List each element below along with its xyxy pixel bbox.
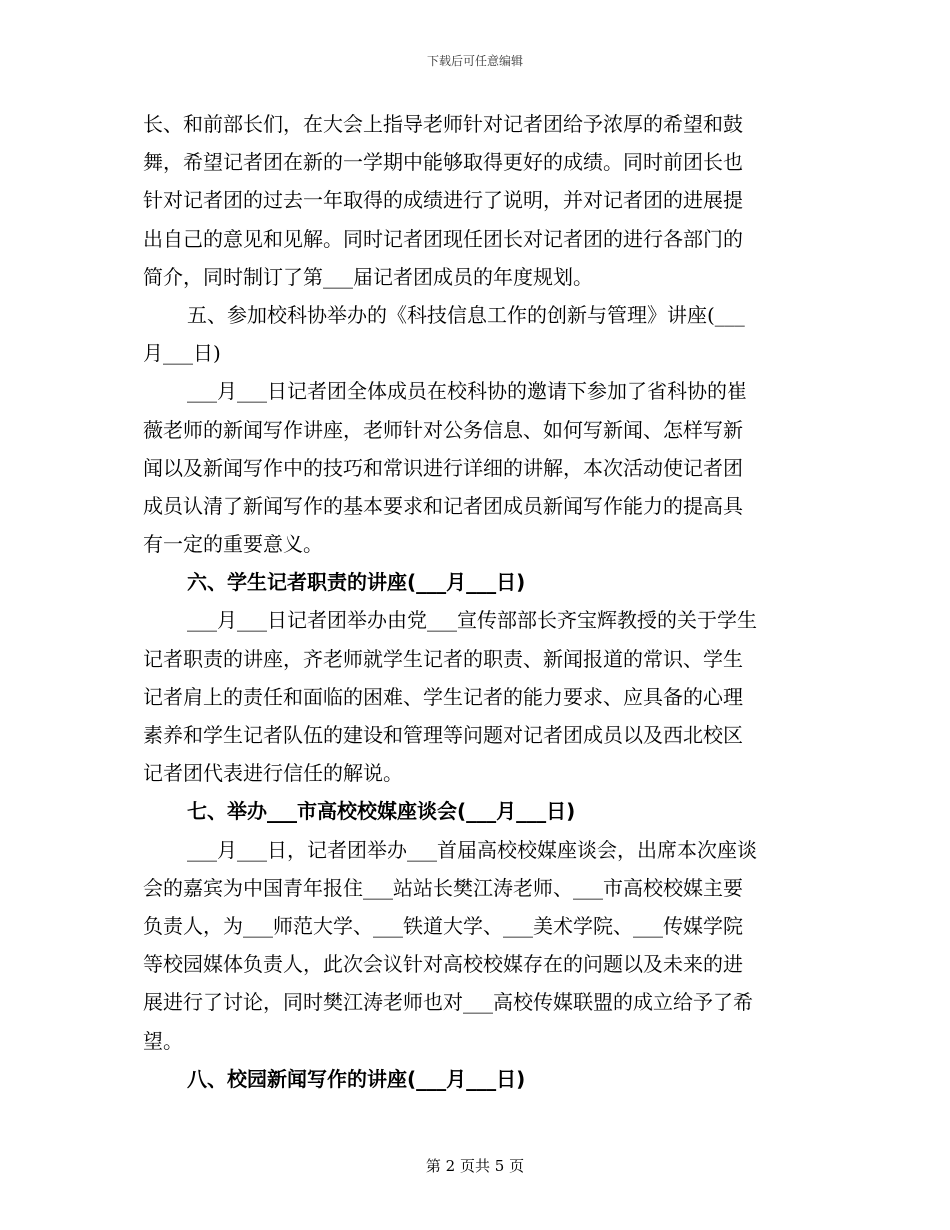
text-line: 素养和学生记者队伍的建设和管理等问题对记者团成员以及西北校区 (143, 723, 743, 747)
document-body (143, 105, 815, 1098)
text-line: 简介，同时制订了第___届记者团成员的年度规划。 (143, 264, 593, 289)
section-heading: 八、校园新闻写作的讲座(___月___日) (187, 1066, 526, 1091)
text-line: 针对记者团的过去一年取得的成绩进行了说明，并对记者团的进展提 (143, 188, 743, 213)
text-line: 薇老师的新闻写作讲座，老师针对公务信息、如何写新闻、怎样写新 (143, 417, 743, 442)
text-line: 记者肩上的责任和面临的困难、学生记者的能力要求、应具备的心理 (143, 684, 743, 709)
page-number: 第 2 页共 5 页 (425, 1157, 525, 1175)
text-line: 有一定的重要意义。 (143, 532, 323, 557)
text-line: ___月___日，记者团举办___首届高校校媒座谈会，出席本次座谈 (187, 837, 757, 862)
text-line: 望。 (143, 1028, 183, 1053)
text-line: ___月___日记者团举办由党___宣传部部长齐宝辉教授的关于学生 (187, 608, 757, 633)
text-line: 等校园媒体负责人，此次会议针对高校校媒存在的问题以及未来的进 (143, 952, 743, 977)
text-line: 会的嘉宾为中国青年报住___站站长樊江涛老师、___市高校校媒主要 (143, 875, 743, 900)
text-line: 记者团代表进行信任的解说。 (143, 761, 403, 786)
text-line: 展进行了讨论，同时樊江涛老师也对___高校传媒联盟的成立给予了希 (143, 990, 753, 1015)
section-heading: 六、学生记者职责的讲座(___月___日) (187, 570, 526, 595)
text-line: ___月___日记者团全体成员在校科协的邀请下参加了省科协的崔 (187, 379, 747, 404)
text-line: 成员认清了新闻写作的基本要求和记者团成员新闻写作能力的提高具 (143, 493, 743, 518)
text-line: 月___日) (143, 341, 221, 366)
text-line: 记者职责的讲座，齐老师就学生记者的职责、新闻报道的常识、学生 (143, 646, 743, 671)
page-header-note: 下载后可任意编辑 (426, 54, 523, 68)
text-line: 闻以及新闻写作中的技巧和常识进行详细的讲解，本次活动使记者团 (143, 455, 743, 480)
section-heading: 七、举办___市高校校媒座谈会(___月___日) (187, 799, 576, 824)
text-line: 五、参加校科协举办的《科技信息工作的创新与管理》讲座(___ (187, 302, 745, 327)
text-line: 出自己的意见和见解。同时记者团现任团长对记者团的进行各部门的 (143, 226, 743, 251)
text-line: 舞，希望记者团在新的一学期中能够取得更好的成绩。同时前团长也 (143, 150, 743, 175)
text-line: 长、和前部长们，在大会上指导老师针对记者团给予浓厚的希望和鼓 (143, 112, 743, 136)
text-line: 负责人，为___师范大学、___铁道大学、___美术学院、___传媒学院 (143, 913, 743, 938)
